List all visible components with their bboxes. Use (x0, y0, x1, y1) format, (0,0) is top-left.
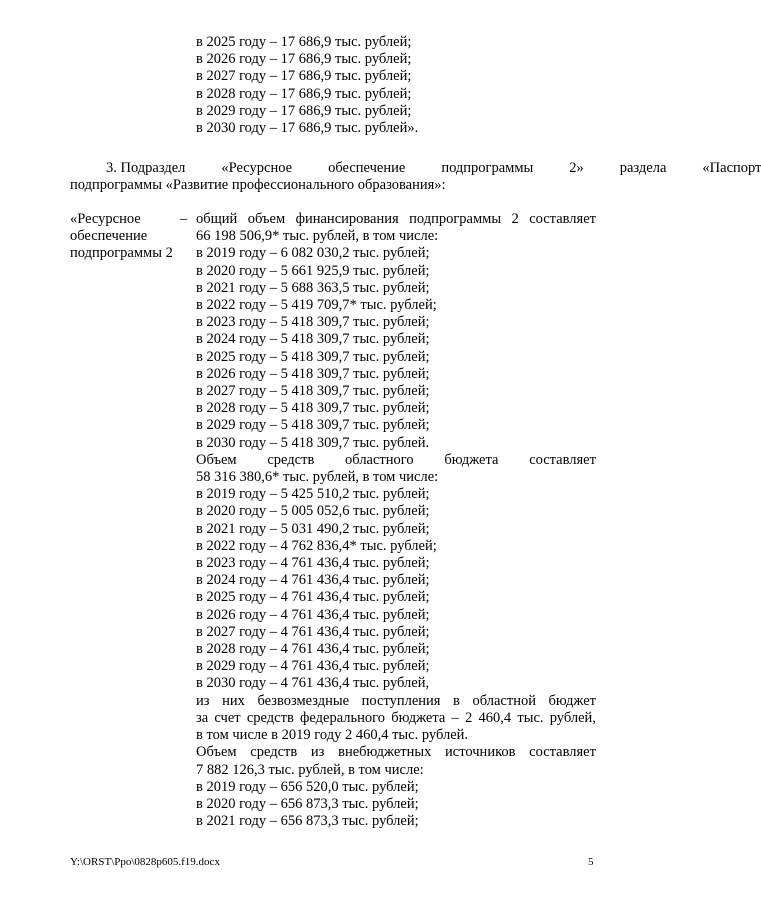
total-year-line: в 2025 году – 5 418 309,7 тыс. рублей; (196, 348, 430, 365)
funding-year-line: в 2028 году – 17 686,9 тыс. рублей; (196, 85, 412, 102)
total-year-line: в 2020 году – 5 661 925,9 тыс. рублей; (196, 262, 430, 279)
funding-year-line: в 2027 году – 17 686,9 тыс. рублей; (196, 68, 412, 85)
resources-dash: – (180, 211, 188, 227)
word: областной (472, 692, 536, 709)
total-intro-line (196, 211, 596, 228)
word: финансирования (295, 211, 399, 227)
word: за (196, 709, 209, 726)
regional-year-line: в 2029 году – 4 761 436,4 тыс. рублей; (196, 658, 430, 675)
word: составляет (529, 451, 596, 468)
regional-year-line: в 2027 году – 4 761 436,4 тыс. рублей; (196, 623, 430, 640)
word: них (222, 692, 245, 709)
word: составляет (529, 211, 596, 227)
extrabudget-amount-line: 7 882 126,3 тыс. рублей, в том числе: (196, 761, 424, 778)
word: обеспечение (328, 160, 406, 176)
word: из (196, 692, 210, 709)
word: подпрограммы (409, 211, 502, 227)
total-amount-line: 66 198 506,9* тыс. рублей, в том числе: (196, 228, 439, 245)
footer-file-path: Y:\ORST\Ppo\0828p605.f19.docx (70, 856, 220, 868)
word: бюджета (391, 709, 446, 726)
word: 460,4 (478, 709, 512, 726)
word: раздела (619, 160, 667, 176)
total-year-line: в 2028 году – 5 418 309,7 тыс. рублей; (196, 400, 430, 417)
total-year-line: в 2029 году – 5 418 309,7 тыс. рублей; (196, 417, 430, 434)
total-year-line: в 2022 году – 5 419 709,7* тыс. рублей; (196, 297, 437, 314)
word: в (453, 692, 460, 709)
word: счет (214, 709, 241, 726)
regional-year-line: в 2030 году – 4 761 436,4 тыс. рублей, (196, 675, 430, 692)
word: федерального (300, 709, 385, 726)
resources-label (70, 211, 173, 263)
word: составляет (529, 744, 596, 761)
word: «Паспорт (702, 160, 761, 176)
resources-label-line: обеспечение (70, 228, 148, 245)
word: 2 (465, 709, 473, 726)
word: бюджета (444, 451, 499, 468)
word: из (310, 744, 325, 761)
regional-year-line: в 2023 году – 4 761 436,4 тыс. рублей; (196, 555, 430, 572)
regional-years-list (196, 486, 596, 692)
total-year-line: в 2019 году – 6 082 030,2 тыс. рублей; (196, 245, 430, 262)
extrabudget-year-line: в 2019 году – 656 520,0 тыс. рублей; (196, 778, 419, 795)
resources-label-line: подпрограммы 2 (70, 245, 173, 262)
regional-intro-line (196, 452, 596, 469)
federal-line-3: в том числе в 2019 году 2 460,4 тыс. рублей. (196, 727, 469, 744)
word: областного (345, 451, 414, 468)
previous-funding-list (196, 34, 418, 137)
word: безвозмездные (257, 692, 350, 709)
page-number: 5 (588, 856, 594, 868)
heading-line-2: подпрограммы «Развитие профессионального образования»: (70, 177, 446, 194)
regional-amount-line: 58 316 380,6* тыс. рублей, в том числе: (196, 469, 439, 486)
regional-year-line: в 2020 году – 5 005 052,6 тыс. рублей; (196, 503, 430, 520)
word: тыс. (517, 709, 544, 726)
funding-year-line: в 2029 году – 17 686,9 тыс. рублей; (196, 102, 412, 119)
regional-year-line: в 2026 году – 4 761 436,4 тыс. рублей; (196, 606, 430, 623)
extrabudget-intro-line (196, 744, 596, 761)
word: источников (445, 744, 516, 761)
funding-year-line: в 2025 году – 17 686,9 тыс. рублей; (196, 34, 412, 50)
total-year-line: в 2023 году – 5 418 309,7 тыс. рублей; (196, 314, 430, 331)
regional-year-line: в 2022 году – 4 762 836,4* тыс. рублей; (196, 537, 437, 554)
word: объем (247, 211, 286, 227)
heading-line-1 (70, 160, 761, 177)
total-year-line: в 2021 году – 5 688 363,5 тыс. рублей; (196, 279, 430, 296)
section-heading (70, 160, 761, 194)
regional-year-line: в 2019 году – 5 425 510,2 тыс. рублей; (196, 486, 430, 503)
total-year-line: в 2024 году – 5 418 309,7 тыс. рублей; (196, 331, 430, 348)
extrabudget-year-line: в 2021 году – 656 873,3 тыс. рублей; (196, 813, 419, 830)
word: 2 (511, 211, 519, 227)
word: 2» (569, 160, 584, 176)
word: поступления (361, 692, 441, 709)
regional-year-line: в 2021 году – 5 031 490,2 тыс. рублей; (196, 520, 430, 537)
word: средств (250, 744, 298, 761)
word: внебюджетных (338, 744, 432, 761)
word: 3. Подраздел (106, 160, 186, 176)
extrabudget-years-list (196, 779, 596, 831)
word: Объем (196, 451, 237, 468)
word: средств (267, 451, 315, 468)
regional-year-line: в 2024 году – 4 761 436,4 тыс. рублей; (196, 572, 430, 589)
word: средств (246, 709, 294, 726)
word: подпрограммы (441, 160, 534, 176)
federal-line-2 (196, 710, 596, 727)
extrabudget-year-line: в 2020 году – 656 873,3 тыс. рублей; (196, 795, 419, 812)
word: Объем (196, 744, 237, 761)
word: «Ресурсное (221, 160, 293, 176)
regional-year-line: в 2028 году – 4 761 436,4 тыс. рублей; (196, 641, 430, 658)
regional-year-line: в 2025 году – 4 761 436,4 тыс. рублей; (196, 589, 430, 606)
word: – (451, 709, 459, 726)
resources-label-line: «Ресурсное (70, 211, 141, 227)
word: общий (196, 211, 238, 227)
word: бюджет (548, 692, 596, 709)
federal-line-1 (196, 693, 596, 710)
funding-year-line: в 2026 году – 17 686,9 тыс. рублей; (196, 51, 412, 68)
total-years-list (196, 245, 596, 451)
resources-body (196, 211, 596, 830)
total-year-line: в 2027 году – 5 418 309,7 тыс. рублей; (196, 383, 430, 400)
total-year-line: в 2026 году – 5 418 309,7 тыс. рублей; (196, 365, 430, 382)
funding-year-line: в 2030 году – 17 686,9 тыс. рублей». (196, 120, 419, 137)
total-year-line: в 2030 году – 5 418 309,7 тыс. рублей. (196, 434, 430, 451)
word: рублей, (549, 709, 596, 726)
